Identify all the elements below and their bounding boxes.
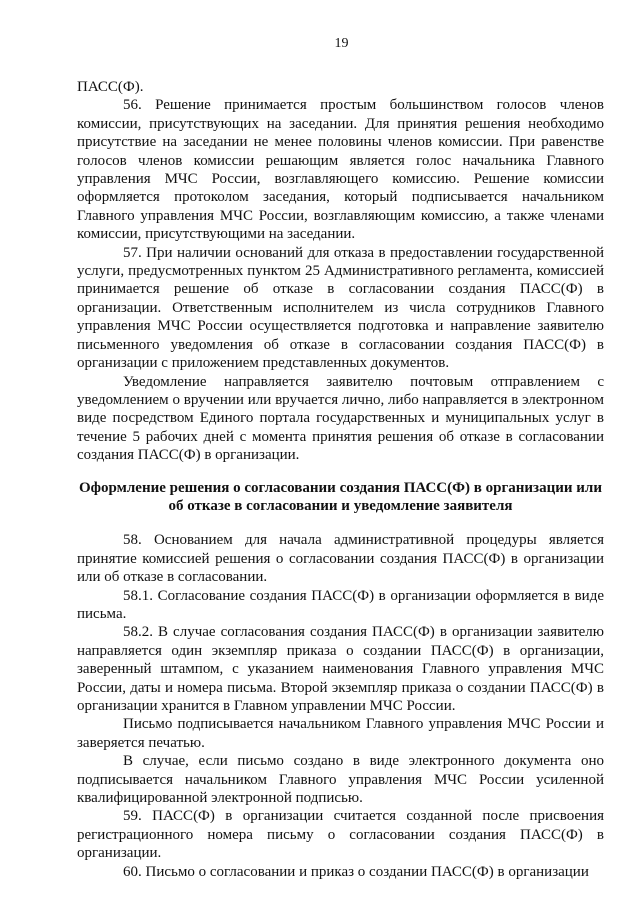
paragraph-58-1: 58.1. Согласование создания ПАСС(Ф) в организации оформляется в виде письма. <box>77 587 604 622</box>
paragraph-letter-signed: Письмо подписывается начальником Главного управления МЧС России и заверяется печатью. <box>77 716 604 751</box>
paragraph-58-2: 58.2. В случае согласования создания ПАСС(Ф) в организации заявителю направляется один экземпляр приказа о создании ПАСС(Ф) в организации, заверенный штампом, с указанием наименования Главного управления МЧС России, даты и номера письма. Второй экземпляр приказа о создании ПАСС(Ф) в организации хранится в Главном управлении МЧС России. <box>77 624 604 714</box>
paragraph-notification: Уведомление направляется заявителю почтовым отправлением с уведомлением о вручении или вручается лично, либо направляется в электронном виде посредством Единого портала государственных и муниципальных услуг в течение 5 рабочих дней с момента принятия решения об отказе в согласовании создания ПАСС(Ф) в организации. <box>77 373 604 464</box>
paragraph-60: 60. Письмо о согласовании и приказ о создании ПАСС(Ф) в организации <box>123 863 589 880</box>
paragraph-electronic-document: В случае, если письмо создано в виде электронного документа оно подписывается начальником Главного управления МЧС России усиленной квалифицированной электронной подписью. <box>77 753 604 807</box>
paragraph-59: 59. ПАСС(Ф) в организации считается созданной после присвоения регистрационного номера письму о согласовании создания ПАСС(Ф) в организации. <box>77 808 604 862</box>
page-number: 19 <box>334 36 349 51</box>
paragraph-57: 57. При наличии оснований для отказа в предоставлении государственной услуги, предусмотренных пунктом 25 Административного регламента, комиссией принимается решение об отказе в согласовании создания ПАСС(Ф) в организации. Ответственным исполнителем из числа сотрудников Главного управления МЧС России осуществляется подготовка и направление заявителю письменного уведомления об отказе в согласовании создания ПАСС(Ф) в организации с приложением представленных документов. <box>77 244 604 372</box>
document-body <box>77 78 604 881</box>
section-heading: Оформление решения о согласовании создания ПАСС(Ф) в организации или об отказе в согласовании и уведомление заявителя <box>79 479 602 514</box>
paragraph-58: 58. Основанием для начала административной процедуры является принятие комиссией решения о согласовании создания ПАСС(Ф) в организации или об отказе в согласовании. <box>77 532 604 586</box>
paragraph-continuation: ПАСС(Ф). <box>77 79 144 95</box>
paragraph-56: 56. Решение принимается простым большинством голосов членов комиссии, присутствующих на заседании. Для принятия решения необходимо присутствие на заседании не менее половины членов комиссии. При равенстве голосов членов комиссии решающим является голос начальника Главного управления МЧС России, возглавляющего комиссию. Решение комиссии оформляется протоколом заседания, который подписывается начальником Главного управления МЧС России, возглавляющим комиссию, а также членами комиссии, присутствующими на заседании. <box>77 97 604 243</box>
